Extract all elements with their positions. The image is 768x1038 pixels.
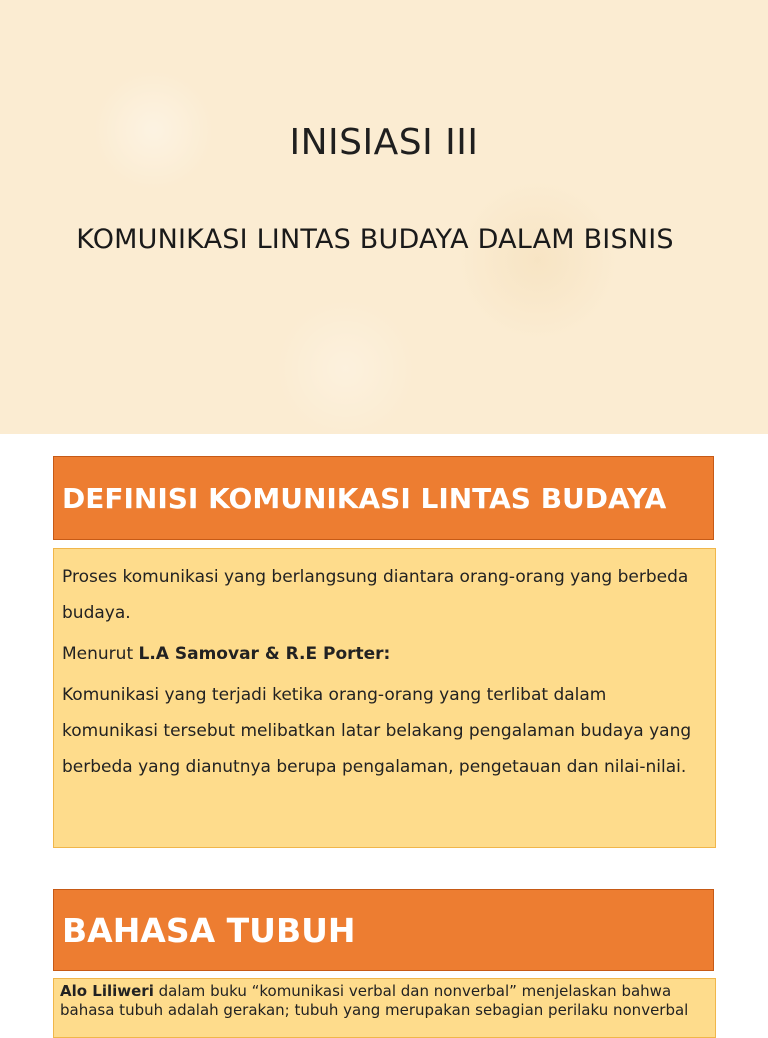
definition-paragraph-2: Komunikasi yang terjadi ketika orang-orang yang terlibat dalam komunikasi tersebut melibatkan latar belakang pengalaman budaya yang berbeda yang dianutnya berupa pengalaman, pengetauan dan nilai-nilai. — [62, 685, 692, 777]
definition-heading-text: DEFINISI KOMUNIKASI LINTAS BUDAYA — [62, 481, 667, 515]
slide-subtitle: KOMUNIKASI LINTAS BUDAYA DALAM BISNIS — [76, 224, 674, 255]
body-language-heading — [53, 889, 714, 971]
title-slide — [0, 0, 768, 434]
menurut-authors: L.A Samovar & R.E Porter: — [138, 644, 391, 664]
body-language-content-box — [53, 978, 716, 1038]
slide-title: INISIASI III — [289, 122, 479, 163]
definition-heading — [53, 456, 714, 540]
menurut-prefix: Menurut — [62, 644, 139, 664]
definition-content-box — [53, 548, 716, 848]
body-language-author: Alo Liliweri — [60, 982, 154, 1000]
body-language-heading-text: BAHASA TUBUH — [62, 910, 356, 950]
body-language-text: dalam buku “komunikasi verbal dan nonverbal” menjelaskan bahwa bahasa tubuh adalah gerakan; tubuh yang merupakan sebagian perilaku nonverbal — [60, 982, 689, 1019]
menurut-line — [62, 636, 705, 672]
definition-paragraph-1: Proses komunikasi yang berlangsung diantara orang-orang yang berbeda budaya. — [62, 567, 689, 623]
